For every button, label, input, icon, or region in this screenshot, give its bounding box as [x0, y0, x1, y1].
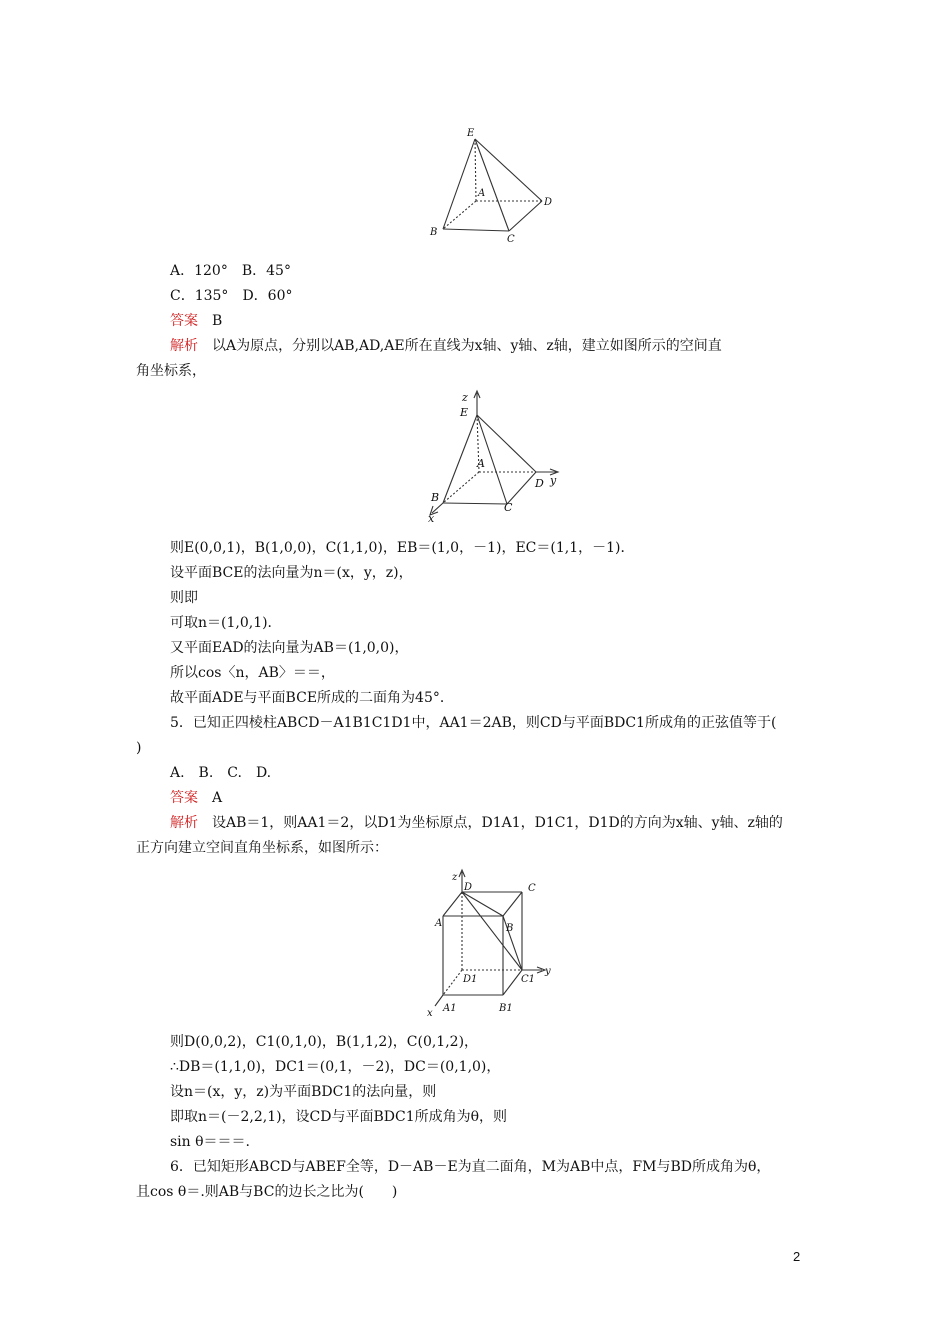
page-number: 2: [793, 1249, 801, 1264]
solution-label: 解析: [170, 815, 198, 831]
label-A: A: [477, 457, 485, 470]
label-C: C: [507, 234, 515, 245]
question-5-options: A. B. C. D.: [170, 765, 272, 781]
solution-text: 角坐标系，: [136, 363, 206, 379]
answer-value: A: [212, 790, 223, 806]
label-A: A: [435, 918, 443, 929]
label-D: D: [464, 882, 473, 893]
axis-x-label: x: [427, 1008, 433, 1018]
question-5-stem-cont: ): [136, 740, 142, 756]
label-C: C: [504, 501, 513, 514]
question-5-stem: 5．已知正四棱柱ABCD－A1B1C1D1中，AA1＝2AB，则CD与平面BDC1所成角的正弦值等于(: [170, 715, 777, 731]
solution-text: ∴DB＝(1,1,0)，DC1＝(0,1，－2)，DC＝(0,1,0)，: [170, 1059, 501, 1075]
solution-text: 设平面BCE的法向量为n＝(x，y，z)，: [170, 565, 413, 581]
label-C1: C1: [521, 974, 536, 985]
solution-text: 设AB＝1，则AA1＝2，以D1为坐标原点，D1A1，D1C1，D1D的方向为x轴、y轴、z轴的: [212, 815, 783, 831]
solution-text: sin θ＝＝＝.: [170, 1134, 251, 1150]
answer-label: 答案: [170, 790, 198, 806]
solution-line: [170, 337, 722, 355]
question-6-stem-cont: 且cos θ＝.则AB与BC的边长之比为( ): [136, 1184, 398, 1200]
option-line: [170, 287, 292, 305]
prism-figure-3: [425, 868, 565, 1018]
axis-x-label: x: [428, 512, 435, 525]
axis-y-label: y: [550, 474, 557, 487]
pyramid-axes-figure-2: [418, 385, 578, 525]
axis-y-label: y: [545, 966, 551, 977]
option-line: [170, 262, 291, 280]
question-6-stem: 6．已知矩形ABCD与ABEF全等，D－AB－E为直二面角，M为AB中点，FM与BD所成角为θ，: [170, 1159, 771, 1175]
solution-text: 设n＝(x，y，z)为平面BDC1的法向量，则: [170, 1084, 437, 1100]
axis-z-label: z: [462, 391, 468, 404]
answer-line: [170, 312, 222, 330]
solution-text: 正方向建立空间直角坐标系，如图所示：: [136, 840, 388, 856]
solution-text: 所以cos〈n，AB〉＝＝，: [170, 665, 335, 681]
solution-text: 则D(0,0,2)，C1(0,1,0)，B(1,1,2)，C(0,1,2)，: [170, 1034, 479, 1050]
label-E: E: [460, 406, 469, 419]
label-B: B: [430, 227, 438, 238]
solution-line: [170, 814, 783, 832]
solution-text: 则即: [170, 590, 198, 606]
label-B: B: [506, 923, 514, 934]
label-A1: A1: [443, 1003, 457, 1014]
option-d: D．60°: [242, 288, 293, 304]
option-c: C．135°: [170, 288, 229, 304]
answer-value: B: [212, 313, 223, 329]
answer-line: [170, 789, 222, 807]
label-E: E: [467, 128, 475, 139]
solution-text: 可取n＝(1,0,1)．: [170, 615, 282, 631]
axis-z-label: z: [452, 872, 458, 883]
label-D1: D1: [463, 974, 478, 985]
solution-text: 又平面EAD的法向量为AB＝(1,0,0)，: [170, 640, 409, 656]
label-C: C: [528, 883, 536, 894]
option-b: B．45°: [241, 263, 291, 279]
solution-text: 则E(0,0,1)，B(1,0,0)，C(1,1,0)，EB＝(1,0，－1)，EC＝(1,1，－1)．: [170, 540, 635, 556]
label-B: B: [431, 491, 440, 504]
pyramid-figure-1: [425, 125, 560, 245]
label-A: A: [478, 188, 486, 199]
label-D: D: [535, 477, 544, 490]
solution-text: 以A为原点，分别以AB,AD,AE所在直线为x轴、y轴、z轴，建立如图所示的空间直: [212, 338, 722, 354]
solution-text: 故平面ADE与平面BCE所成的二面角为45°．: [170, 690, 454, 706]
option-a: A．120°: [170, 263, 228, 279]
label-D: D: [544, 197, 553, 208]
answer-label: 答案: [170, 313, 198, 329]
label-B1: B1: [499, 1003, 513, 1014]
solution-label: 解析: [170, 338, 198, 354]
solution-text: 即取n＝(－2,2,1)，设CD与平面BDC1所成角为θ，则: [170, 1109, 508, 1125]
